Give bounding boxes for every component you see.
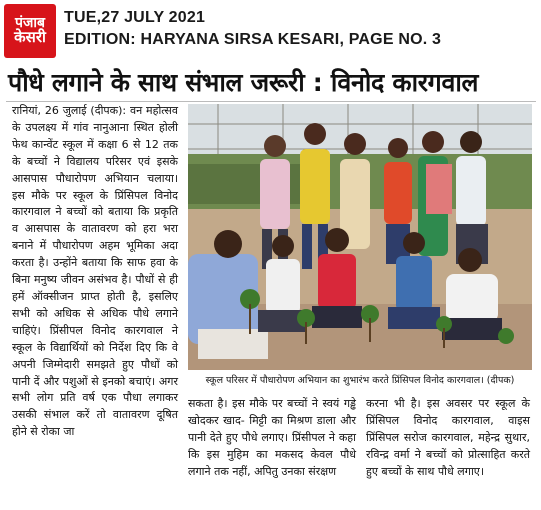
logo-line-1: पंजाब	[15, 14, 45, 31]
article-photo	[188, 104, 532, 370]
edition-info	[64, 7, 534, 51]
newspaper-logo	[4, 4, 56, 58]
logo-line-2: केसरी	[14, 28, 46, 47]
article-column-left	[12, 103, 178, 441]
photo-caption: स्कूल परिसर में पौधारोपण अभियान का शुभारंभ करते प्रिंसिपल विनोद कारगवाल। (दीपक)	[205, 375, 515, 386]
article-column-right	[366, 396, 530, 481]
publication-date: TUE,27 JULY 2021	[64, 9, 206, 26]
article-text-right: करना भी है। इस अवसर पर स्कूल के प्रिंसिपल विनोद कारगवाल, वाइस प्रिंसिपल सरोज कारगवाल, महेन्द्र सुथार, रविन्द्र वर्मा ने बच्चों को प्रोत्साहित करते हुए बच्चों के साथ पौधे लगाए।	[366, 397, 530, 478]
headline-divider	[6, 101, 536, 102]
plantation-photo-illustration	[188, 104, 532, 370]
article-text-middle: सकता है। इस मौके पर बच्चों ने स्वयं गड्ढे खोदकर खाद- मिट्टी का मिश्रण डाला और पानी देते हुए पौधे लगाए। प्रिंसीपल ने कहा कि इस मुहिम का मकसद केवल पौधे लगाने तक नहीं, अपितु उनका संरक्षण	[188, 397, 356, 478]
article-headline: पौधे लगाने के साथ संभाल जरूरी : विनोद कारगवाल	[8, 68, 479, 97]
article-column-middle	[188, 396, 356, 481]
article-text-left: रानियां, 26 जुलाई (दीपक): वन महोत्सव के उपलक्ष्य में गांव नानुआना स्थित होली फेथ कान्वेंट स्कूल में कक्षा 6 से 12 तक के बच्चों ने विद्यालय परिसर एवं इसके आसपास पौधारोपण अभियान चलाया। इस मौके पर स्कूल के प्रिंसिपल विनोद कारगवाल ने बच्चों को बताया कि प्रकृति व आसपास के वातावरण को हरा भरा बनाने में पौधारोपण अहम भूमिका अदा करता है। उन्होंने बताया कि साफ हवा के बिना मनुष्य जीवन असंभव है। पौधों से ही हमें ऑक्सीजन प्राप्त होती है, इसलिए सभी को अधिक से अधिक पौधे लगाने चाहिएं। प्रिंसीपल विनोद कारगवाल ने स्कूल के विद्यार्थियों को निर्देश दिए कि वे अपनी जिम्मेदारी समझते हुए पौधों को पानी दें और पशुओं से इनको बचाएं। अगर सभी लोग प्रति वर्ष एक पौधा लगाकर उसकी संभाल करें तो वातावरण दूषित होने से रोका जा	[12, 104, 178, 439]
edition-line: EDITION: HARYANA SIRSA KESARI, PAGE NO. 3	[64, 31, 442, 48]
